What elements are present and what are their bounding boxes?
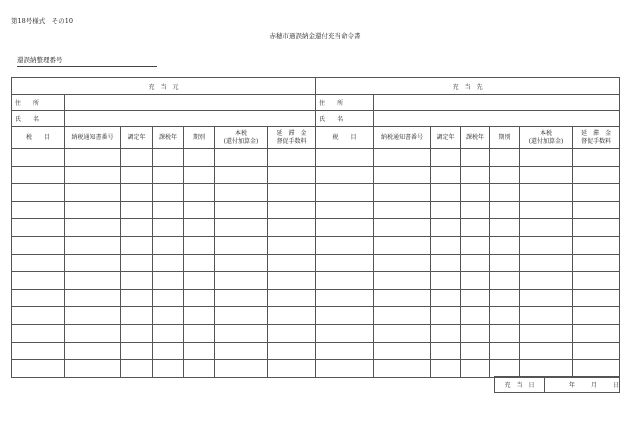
table-cell[interactable] (12, 272, 65, 290)
table-cell[interactable] (573, 307, 620, 325)
table-cell[interactable] (374, 219, 431, 237)
table-cell[interactable] (374, 360, 431, 378)
table-cell[interactable] (573, 360, 620, 378)
table-cell[interactable] (12, 236, 65, 254)
table-cell[interactable] (215, 307, 268, 325)
table-cell[interactable] (490, 219, 520, 237)
table-cell[interactable] (431, 272, 461, 290)
table-cell[interactable] (573, 149, 620, 167)
table-cell[interactable] (431, 149, 461, 167)
table-cell[interactable] (65, 166, 121, 184)
table-cell[interactable] (153, 324, 184, 342)
table-cell[interactable] (573, 236, 620, 254)
refund-number-field[interactable] (17, 55, 157, 67)
table-cell[interactable] (374, 201, 431, 219)
table-cell[interactable] (316, 272, 374, 290)
source-address-label: 住 所 (12, 95, 65, 111)
table-cell[interactable] (520, 289, 573, 307)
table-cell[interactable] (268, 184, 316, 202)
table-cell[interactable] (316, 149, 374, 167)
table-cell[interactable] (12, 201, 65, 219)
table-cell[interactable] (268, 166, 316, 184)
table-cell[interactable] (153, 219, 184, 237)
table-cell[interactable] (153, 236, 184, 254)
table-cell[interactable] (12, 184, 65, 202)
table-cell[interactable] (374, 307, 431, 325)
table-cell[interactable] (461, 184, 490, 202)
table-cell[interactable] (374, 236, 431, 254)
table-cell[interactable] (431, 219, 461, 237)
table-cell[interactable] (461, 289, 490, 307)
table-cell[interactable] (12, 342, 65, 360)
section-source: 充 当 元 (12, 78, 316, 95)
table-cell[interactable] (573, 324, 620, 342)
year-label: 年 (569, 382, 576, 389)
table-row (12, 166, 620, 184)
table-cell[interactable] (121, 166, 153, 184)
table-cell[interactable] (573, 272, 620, 290)
table-cell[interactable] (268, 324, 316, 342)
col-period: 期別 (184, 127, 215, 149)
table-cell[interactable] (431, 166, 461, 184)
table-row (12, 342, 620, 360)
table-cell[interactable] (316, 219, 374, 237)
table-row (12, 307, 620, 325)
table-cell[interactable] (316, 360, 374, 378)
table-cell[interactable] (461, 166, 490, 184)
table-cell[interactable] (316, 307, 374, 325)
table-cell[interactable] (520, 324, 573, 342)
table-cell[interactable] (215, 219, 268, 237)
table-cell[interactable] (431, 307, 461, 325)
table-cell[interactable] (374, 254, 431, 272)
table-cell[interactable] (431, 342, 461, 360)
table-cell[interactable] (121, 307, 153, 325)
allocation-date-label: 充 当 日 (495, 377, 545, 393)
table-row (12, 324, 620, 342)
table-cell[interactable] (65, 201, 121, 219)
table-cell[interactable] (374, 289, 431, 307)
table-cell[interactable] (316, 254, 374, 272)
table-row (12, 272, 620, 290)
table-cell[interactable] (268, 219, 316, 237)
table-cell[interactable] (573, 289, 620, 307)
day-label: 日 (612, 382, 619, 389)
table-cell[interactable] (121, 342, 153, 360)
col-tax-item: 税 目 (316, 127, 374, 149)
table-cell[interactable] (215, 342, 268, 360)
table-cell[interactable] (121, 149, 153, 167)
table-cell[interactable] (12, 289, 65, 307)
table-cell[interactable] (184, 219, 215, 237)
table-cell[interactable] (153, 307, 184, 325)
table-cell[interactable] (431, 184, 461, 202)
table-cell[interactable] (431, 236, 461, 254)
table-cell[interactable] (268, 360, 316, 378)
table-cell[interactable] (490, 324, 520, 342)
table-cell[interactable] (316, 166, 374, 184)
dest-address-field[interactable] (374, 95, 620, 111)
table-cell[interactable] (184, 236, 215, 254)
table-cell[interactable] (490, 236, 520, 254)
table-cell[interactable] (268, 307, 316, 325)
table-cell[interactable] (431, 254, 461, 272)
table-cell[interactable] (490, 149, 520, 167)
table-cell[interactable] (520, 236, 573, 254)
table-cell[interactable] (153, 360, 184, 378)
table-cell[interactable] (184, 201, 215, 219)
page-title: 赤穂市過誤納金還付充当命令書 (269, 32, 361, 40)
table-cell[interactable] (520, 166, 573, 184)
table-cell[interactable] (520, 219, 573, 237)
table-cell[interactable] (461, 254, 490, 272)
table-cell[interactable] (215, 236, 268, 254)
table-cell[interactable] (184, 184, 215, 202)
table-cell[interactable] (374, 184, 431, 202)
table-cell[interactable] (184, 307, 215, 325)
table-cell[interactable] (573, 184, 620, 202)
table-cell[interactable] (12, 219, 65, 237)
table-cell[interactable] (153, 289, 184, 307)
table-cell[interactable] (215, 184, 268, 202)
table-cell[interactable] (121, 360, 153, 378)
table-cell[interactable] (184, 254, 215, 272)
dest-name-label: 氏 名 (316, 111, 374, 127)
table-row (12, 219, 620, 237)
table-cell[interactable] (490, 289, 520, 307)
table-cell[interactable] (316, 342, 374, 360)
table-cell[interactable] (153, 201, 184, 219)
table-cell[interactable] (520, 201, 573, 219)
table-cell[interactable] (268, 254, 316, 272)
table-cell[interactable] (153, 342, 184, 360)
month-label: 月 (590, 382, 597, 389)
table-cell[interactable] (461, 201, 490, 219)
table-cell[interactable] (65, 360, 121, 378)
table-cell[interactable] (65, 254, 121, 272)
table-cell[interactable] (121, 289, 153, 307)
table-cell[interactable] (490, 166, 520, 184)
dest-name-field[interactable] (374, 111, 620, 127)
table-cell[interactable] (268, 236, 316, 254)
table-cell[interactable] (215, 254, 268, 272)
table-cell[interactable] (316, 201, 374, 219)
table-cell[interactable] (573, 219, 620, 237)
table-cell[interactable] (12, 307, 65, 325)
table-cell[interactable] (121, 254, 153, 272)
allocation-date-box (494, 376, 620, 393)
table-cell[interactable] (121, 324, 153, 342)
col-tax-item: 税 目 (12, 127, 65, 149)
allocation-table (11, 77, 620, 378)
table-cell[interactable] (316, 184, 374, 202)
table-cell[interactable] (121, 272, 153, 290)
table-cell[interactable] (65, 272, 121, 290)
table-cell[interactable] (461, 342, 490, 360)
table-cell[interactable] (431, 360, 461, 378)
col-principal: 本税 (還付加算金) (215, 127, 268, 149)
table-cell[interactable] (12, 254, 65, 272)
table-cell[interactable] (215, 289, 268, 307)
table-cell[interactable] (184, 272, 215, 290)
table-cell[interactable] (431, 289, 461, 307)
source-address-field[interactable] (65, 95, 316, 111)
col-notice-no: 納税通知書番号 (65, 127, 121, 149)
table-cell[interactable] (490, 342, 520, 360)
table-cell[interactable] (65, 184, 121, 202)
table-cell[interactable] (268, 342, 316, 360)
table-cell[interactable] (215, 272, 268, 290)
table-cell[interactable] (461, 272, 490, 290)
table-cell[interactable] (431, 324, 461, 342)
table-cell[interactable] (573, 254, 620, 272)
table-cell[interactable] (65, 289, 121, 307)
table-cell[interactable] (153, 166, 184, 184)
table-cell[interactable] (121, 236, 153, 254)
table-cell[interactable] (374, 342, 431, 360)
table-cell[interactable] (374, 149, 431, 167)
table-row (12, 289, 620, 307)
table-cell[interactable] (184, 166, 215, 184)
refund-number-label: 還誤納整理番号 (17, 56, 63, 64)
table-row (12, 254, 620, 272)
col-assess-year: 調定年 (431, 127, 461, 149)
table-row (12, 236, 620, 254)
table-cell[interactable] (184, 342, 215, 360)
table-cell[interactable] (215, 166, 268, 184)
table-cell[interactable] (215, 201, 268, 219)
table-cell[interactable] (65, 149, 121, 167)
table-cell[interactable] (12, 360, 65, 378)
table-cell[interactable] (316, 289, 374, 307)
table-cell[interactable] (461, 324, 490, 342)
table-cell[interactable] (490, 272, 520, 290)
table-cell[interactable] (461, 236, 490, 254)
table-cell[interactable] (520, 307, 573, 325)
table-cell[interactable] (184, 149, 215, 167)
table-cell[interactable] (153, 184, 184, 202)
table-cell[interactable] (573, 201, 620, 219)
table-cell[interactable] (374, 272, 431, 290)
col-period: 期別 (490, 127, 520, 149)
table-row (12, 184, 620, 202)
col-tax-year: 課税年 (153, 127, 184, 149)
table-cell[interactable] (490, 254, 520, 272)
table-cell[interactable] (490, 307, 520, 325)
col-tax-year: 課税年 (461, 127, 490, 149)
data-rows (12, 149, 620, 378)
table-cell[interactable] (153, 149, 184, 167)
table-cell[interactable] (184, 289, 215, 307)
table-cell[interactable] (12, 324, 65, 342)
table-cell[interactable] (573, 166, 620, 184)
section-destination: 充 当 先 (316, 78, 620, 95)
table-cell[interactable] (520, 149, 573, 167)
table-cell[interactable] (374, 324, 431, 342)
table-row (12, 149, 620, 167)
source-name-field[interactable] (65, 111, 316, 127)
table-cell[interactable] (573, 342, 620, 360)
col-delinquency: 延 滞 金 督促手数料 (268, 127, 316, 149)
table-cell[interactable] (121, 184, 153, 202)
table-cell[interactable] (65, 219, 121, 237)
table-cell[interactable] (65, 324, 121, 342)
table-cell[interactable] (374, 166, 431, 184)
table-cell[interactable] (65, 342, 121, 360)
table-cell[interactable] (461, 149, 490, 167)
table-cell[interactable] (121, 201, 153, 219)
table-cell[interactable] (316, 324, 374, 342)
table-cell[interactable] (520, 184, 573, 202)
table-cell[interactable] (121, 219, 153, 237)
table-row (12, 201, 620, 219)
table-row (12, 360, 620, 378)
dest-address-label: 住 所 (316, 95, 374, 111)
table-cell[interactable] (268, 289, 316, 307)
table-cell[interactable] (65, 236, 121, 254)
table-cell[interactable] (490, 184, 520, 202)
table-cell[interactable] (184, 324, 215, 342)
table-cell[interactable] (12, 149, 65, 167)
table-cell[interactable] (65, 307, 121, 325)
table-cell[interactable] (153, 272, 184, 290)
table-cell[interactable] (520, 360, 573, 378)
table-cell[interactable] (268, 201, 316, 219)
col-delinquency: 延 滞 金 督促手数料 (573, 127, 620, 149)
table-cell[interactable] (268, 149, 316, 167)
col-principal: 本税 (還付加算金) (520, 127, 573, 149)
table-cell[interactable] (461, 360, 490, 378)
table-cell[interactable] (215, 324, 268, 342)
table-cell[interactable] (153, 254, 184, 272)
form-number: 第18号様式 その10 (11, 17, 74, 25)
table-cell[interactable] (520, 272, 573, 290)
allocation-date-field[interactable] (545, 377, 620, 393)
table-cell[interactable] (461, 219, 490, 237)
table-cell[interactable] (268, 272, 316, 290)
table-cell[interactable] (215, 360, 268, 378)
table-cell[interactable] (215, 149, 268, 167)
table-cell[interactable] (184, 360, 215, 378)
table-cell[interactable] (12, 166, 65, 184)
table-cell[interactable] (316, 236, 374, 254)
table-cell[interactable] (490, 201, 520, 219)
source-name-label: 氏 名 (12, 111, 65, 127)
col-notice-no: 納税通知書番号 (374, 127, 431, 149)
table-cell[interactable] (461, 307, 490, 325)
col-assess-year: 調定年 (121, 127, 153, 149)
table-cell[interactable] (520, 342, 573, 360)
table-cell[interactable] (520, 254, 573, 272)
table-cell[interactable] (431, 201, 461, 219)
table-cell[interactable] (490, 360, 520, 378)
